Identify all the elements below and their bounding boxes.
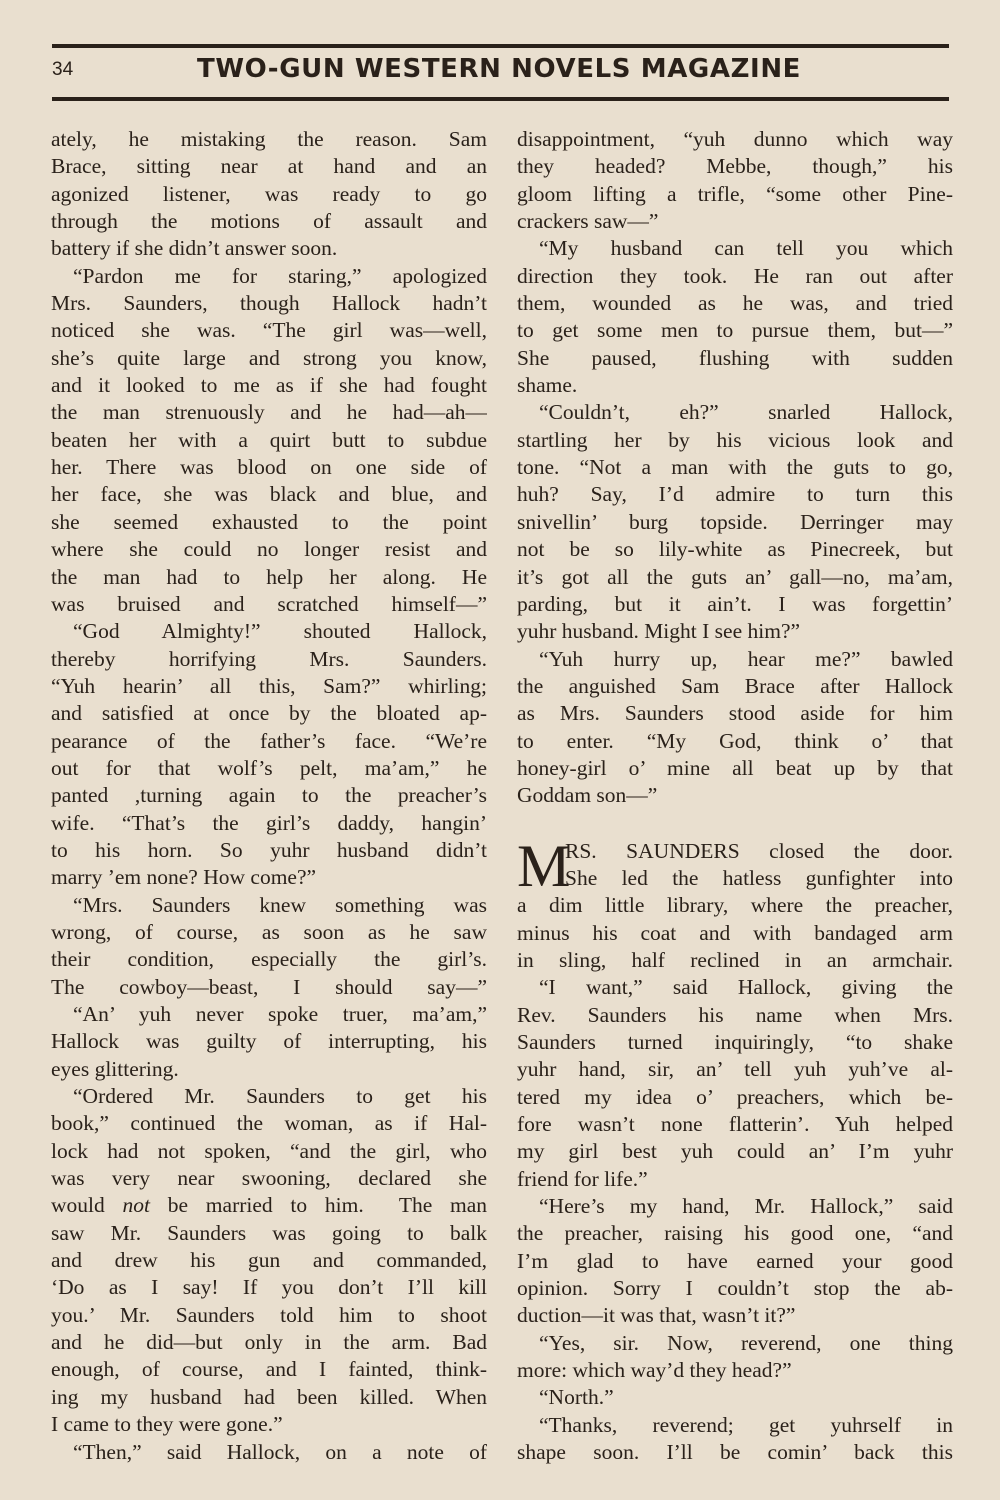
text-line: yuhr husband. Might I see him?”: [517, 619, 801, 644]
text-line: disappointment, “yuh dunno which way: [517, 127, 953, 151]
text-line: panted ,turning again to the preacher’s: [51, 783, 487, 808]
text-line: more: which way’d they head?”: [517, 1358, 792, 1383]
text-line: ing my husband had been killed. When: [51, 1384, 487, 1409]
text-line: the preacher, raising his good one, “and: [517, 1221, 953, 1246]
text-line: wife. “That’s the girl’s daddy, hangin’: [51, 810, 487, 835]
text-line: as Mrs. Saunders stood aside for him: [517, 701, 953, 726]
text-line: friend for life.”: [517, 1166, 648, 1191]
text-line: pearance of the father’s face. “We’re: [51, 728, 487, 753]
text-run: would: [51, 1193, 123, 1218]
text-line: lock had not spoken, “and the girl, who: [51, 1138, 487, 1163]
text-line: saw Mr. Saunders was going to balk: [51, 1220, 487, 1245]
section-opening: [517, 832, 953, 899]
text-line: wrong, of course, as soon as he saw: [51, 919, 487, 944]
text-line: and it looked to me as if she had fought: [51, 373, 487, 398]
text-line: ately, he mistaking the reason. Sam: [51, 127, 487, 151]
text-line: “Pardon me for staring,” apologized: [73, 263, 487, 288]
text-line: their condition, especially the girl’s.: [51, 947, 487, 972]
text-line: the man strenuously and he had—ah—: [51, 400, 487, 425]
text-line: She led the hatless gunfighter into: [565, 865, 953, 890]
text-line: it’s got all the guts an’ gall—no, ma’am,: [517, 564, 953, 589]
text-line: yuhr hand, sir, an’ tell yuh yuh’ve al-: [517, 1057, 953, 1082]
text-line: parding, but it ain’t. I was forgettin’: [517, 591, 953, 616]
text-line: gloom lifting a trifle, “some other Pine-: [517, 181, 953, 206]
text-line: eyes glittering.: [51, 1056, 179, 1081]
text-line: through the motions of assault and: [51, 209, 487, 234]
text-line: in sling, half reclined in an armchair.: [517, 947, 953, 972]
text-line: minus his coat and with bandaged arm: [517, 920, 953, 945]
text-line: to enter. “My God, think o’ that: [517, 728, 953, 753]
text-line: fore wasn’t none flatterin’. Yuh helped: [517, 1112, 953, 1137]
text-line: I’m glad to have earned your good: [517, 1248, 953, 1273]
text-line: she seemed exhausted to the point: [51, 509, 487, 534]
text-line: opinion. Sorry I couldn’t stop the ab-: [517, 1276, 953, 1301]
text-line: the man had to help her along. He: [51, 564, 487, 589]
text-line: duction—it was that, wasn’t it?”: [517, 1303, 796, 1328]
text-line: shame.: [517, 373, 578, 398]
text-line: to his horn. So yuhr husband didn’t: [51, 837, 487, 862]
text-line: her face, she was black and blue, and: [51, 482, 487, 507]
text-column-left: [51, 126, 487, 1466]
text-line: and he did—but only in the arm. Bad: [51, 1330, 487, 1355]
text-line: where she could no longer resist and: [51, 537, 487, 562]
header-rule-bottom: [52, 97, 949, 101]
text-line: “Ordered Mr. Saunders to get his: [73, 1084, 487, 1109]
text-line: book,” continued the woman, as if Hal-: [51, 1111, 487, 1136]
text-line: thereby horrifying Mrs. Saunders.: [51, 646, 487, 671]
text-line: Brace, sitting near at hand and an: [51, 154, 487, 179]
text-line: the anguished Sam Brace after Hallock: [517, 673, 953, 698]
text-line: and drew his gun and commanded,: [51, 1248, 487, 1273]
text-line: “An’ yuh never spoke truer, ma’am,”: [73, 1002, 487, 1026]
text-line: out for that wolf’s pelt, ma’am,” he: [51, 755, 487, 780]
text-line: “I want,” said Hallock, giving the: [539, 975, 953, 1000]
text-line: they headed? Mebbe, though,” his: [517, 154, 953, 179]
text-run: be married to him. The man: [150, 1193, 487, 1218]
text-line: [51, 1192, 487, 1219]
text-line: “God Almighty!” shouted Hallock,: [73, 619, 487, 644]
text-line: beaten her with a quirt butt to subdue: [51, 427, 487, 452]
text-line: was bruised and scratched himself—”: [51, 591, 487, 616]
text-line: “Yes, sir. Now, reverend, one thing: [539, 1330, 953, 1355]
text-line: Goddam son—”: [517, 783, 658, 808]
section-break: [517, 810, 953, 838]
text-line: RS. SAUNDERS closed the door.: [565, 838, 953, 863]
text-line: Rev. Saunders his name when Mrs.: [517, 1002, 953, 1027]
text-line: She paused, flushing with sudden: [517, 345, 953, 370]
text-line: “Couldn’t, eh?” snarled Hallock,: [539, 400, 953, 425]
text-line: “Here’s my hand, Mr. Hallock,” said: [539, 1194, 953, 1219]
text-line: honey-girl o’ mine all beat up by that: [517, 755, 953, 780]
text-line: a dim little library, where the preacher,: [517, 893, 953, 918]
header-rule-top: [52, 44, 949, 48]
text-line: battery if she didn’t answer soon.: [51, 236, 338, 261]
emphasis-text: not: [122, 1193, 150, 1218]
text-line: “Mrs. Saunders knew something was: [73, 892, 487, 917]
text-line: I came to they were gone.”: [51, 1412, 283, 1437]
text-line: “Then,” said Hallock, on a note of: [73, 1439, 487, 1464]
text-line: Saunders turned inquiringly, “to shake: [517, 1030, 953, 1054]
drop-cap: M: [517, 832, 571, 899]
text-line: to get some men to pursue them, but—”: [517, 318, 953, 343]
text-line: The cowboy—beast, I should say—”: [51, 974, 487, 999]
text-line: enough, of course, and I fainted, think-: [51, 1357, 487, 1382]
text-line: “Yuh hurry up, hear me?” bawled: [539, 646, 953, 671]
text-line: “North.”: [539, 1385, 614, 1410]
text-line: “Thanks, reverend; get yuhrself in: [539, 1412, 953, 1437]
text-line: ‘Do as I say! If you don’t I’ll kill: [51, 1275, 487, 1300]
text-line: was very near swooning, declared she: [51, 1166, 487, 1191]
page-number: 34: [52, 59, 74, 80]
text-line: my girl best yuh could an’ I’m yuhr: [517, 1139, 953, 1164]
text-line: huh? Say, I’d admire to turn this: [517, 482, 953, 507]
text-line: tone. “Not a man with the guts to go,: [517, 455, 953, 480]
text-line: marry ’em none? How come?”: [51, 865, 317, 890]
text-line: direction they took. He ran out after: [517, 263, 953, 288]
magazine-title: TWO-GUN WESTERN NOVELS MAGAZINE: [197, 54, 802, 84]
text-line: snivellin’ burg topside. Derringer may: [517, 509, 953, 534]
text-line: and satisfied at once by the bloated ap-: [51, 701, 487, 726]
text-line: shape soon. I’ll be comin’ back this: [517, 1440, 953, 1465]
text-line: she’s quite large and strong you know,: [51, 345, 487, 370]
text-line: you.’ Mr. Saunders told him to shoot: [51, 1302, 487, 1327]
text-line: noticed she was. “The girl was—well,: [51, 318, 487, 343]
text-line: startling her by his vicious look and: [517, 427, 953, 452]
text-line: “Yuh hearin’ all this, Sam?” whirling;: [51, 673, 487, 698]
text-line: agonized listener, was ready to go: [51, 181, 487, 206]
text-line: not be so lily-white as Pinecreek, but: [517, 537, 953, 562]
text-column-right: [517, 126, 953, 1467]
text-line: them, wounded as he was, and tried: [517, 291, 953, 316]
text-line: “My husband can tell you which: [539, 236, 953, 261]
text-line: Mrs. Saunders, though Hallock hadn’t: [51, 291, 487, 316]
text-line: tered my idea o’ preachers, which be-: [517, 1084, 953, 1109]
text-line: her. There was blood on one side of: [51, 455, 487, 480]
text-line: crackers saw—”: [517, 209, 659, 234]
text-line: Hallock was guilty of interrupting, his: [51, 1029, 487, 1054]
